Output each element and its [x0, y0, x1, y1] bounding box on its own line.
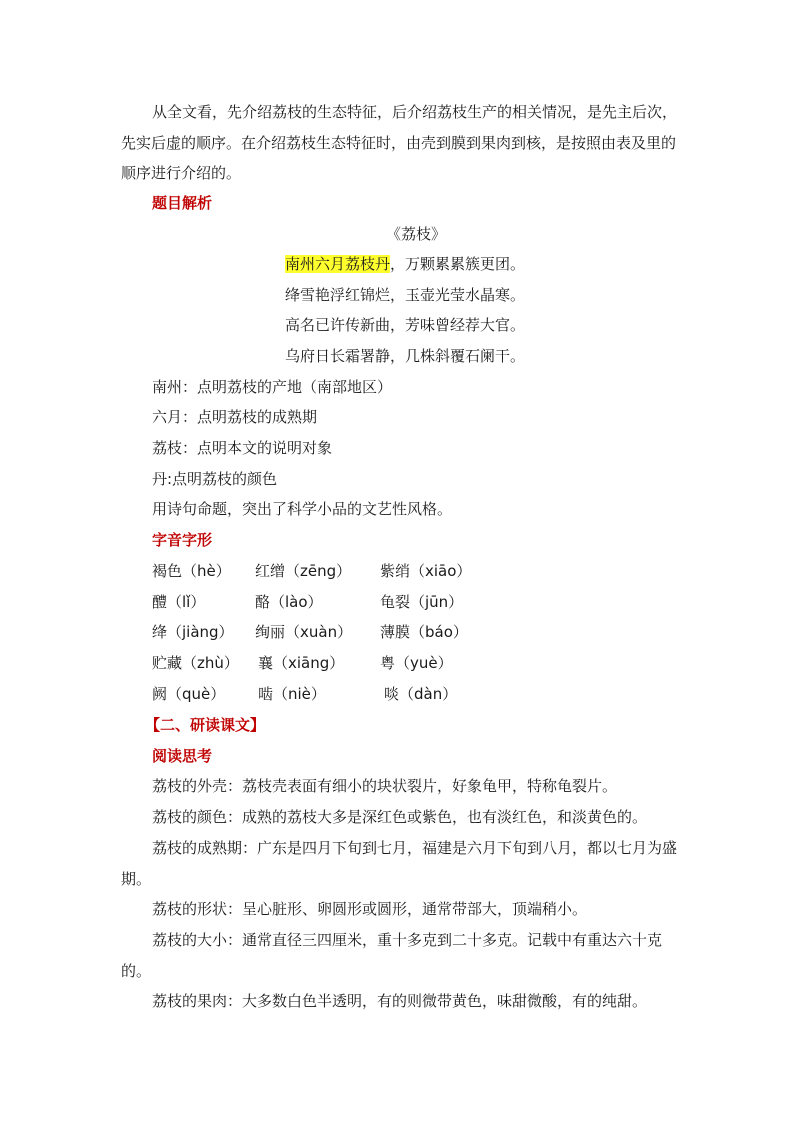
vocab-word: 贮藏（zhù） [152, 654, 239, 672]
poem-line-4: 乌府日长霜署静，几株斜覆石阑干。 [285, 347, 526, 365]
note-item: 南州：点明荔枝的产地（南部地区） [152, 378, 393, 396]
vocab-word: 酪（lào） [255, 593, 323, 611]
vocab-word: 襄（xiāng） [258, 654, 345, 672]
vocab-word: 醴（lǐ） [152, 593, 206, 611]
fact-paragraph: 荔枝的成熟期：广东是四月下旬到七月，福建是六月下旬到八月，都以七月为盛期。 [121, 839, 678, 888]
poem-line-3: 高名已许传新曲，芳味曾经荐大官。 [285, 316, 526, 334]
note-item: 六月：点明荔枝的成熟期 [152, 408, 318, 426]
vocab-word: 龟裂（jūn） [380, 593, 464, 611]
heading-study-text: 【二、研读课文】 [145, 716, 266, 734]
fact-paragraph: 荔枝的外壳：荔枝壳表面有细小的块状裂片，好象龟甲，特称龟裂片。 [152, 777, 618, 795]
heading-pronunciation: 字音字形 [152, 531, 213, 549]
vocab-word: 红缯（zēng） [255, 562, 352, 580]
fact-paragraph: 荔枝的果肉：大多数白色半透明，有的则微带黄色，味甜微酸，有的纯甜。 [152, 992, 648, 1010]
vocab-word: 薄膜（báo） [380, 623, 468, 641]
poem-line-1-highlight: 南州六月荔枝丹 [285, 255, 391, 273]
poem-line-1-rest: ，万颗累累簇更团。 [390, 255, 526, 273]
vocab-word: 紫绡（xiāo） [380, 562, 472, 580]
poem-title: 《荔枝》 [386, 225, 447, 243]
vocab-word: 褐色（hè） [152, 562, 231, 580]
fact-paragraph: 荔枝的形状：呈心脏形、卵圆形或圆形，通常带部大，顶端稍小。 [152, 900, 588, 918]
vocab-word: 绛（jiàng） [152, 623, 234, 641]
note-item: 用诗句命题，突出了科学小品的文艺性风格。 [152, 500, 453, 518]
poem-line-2: 绛雪艳浮红锦烂，玉壶光莹水晶寒。 [285, 286, 526, 304]
poem-line-1 [285, 254, 525, 274]
vocab-word: 啖（dàn） [384, 685, 458, 703]
fact-paragraph: 荔枝的颜色：成熟的荔枝大多是深红色或紫色，也有淡红色，和淡黄色的。 [152, 808, 648, 826]
heading-reading: 阅读思考 [152, 747, 213, 765]
vocab-word: 阙（què） [152, 685, 226, 703]
fact-paragraph: 荔枝的大小：通常直径三四厘米，重十多克到二十多克。记载中有重达六十克的。 [121, 931, 663, 980]
heading-analysis: 题目解析 [152, 194, 213, 212]
vocab-word: 粤（yuè） [380, 654, 453, 672]
note-item: 荔枝：点明本文的说明对象 [152, 439, 333, 457]
vocab-word: 绚丽（xuàn） [255, 623, 353, 641]
note-item: 丹:点明荔枝的颜色 [152, 470, 278, 488]
intro-paragraph: 从全文看，先介绍荔枝的生态特征，后介绍荔枝生产的相关情况，是先主后次，先实后虚的顺序。在介绍荔枝生态特征时，由壳到膜到果肉到核，是按照由表及里的顺序进行介绍的。 [121, 103, 678, 182]
vocab-word: 啮（niè） [258, 685, 326, 703]
